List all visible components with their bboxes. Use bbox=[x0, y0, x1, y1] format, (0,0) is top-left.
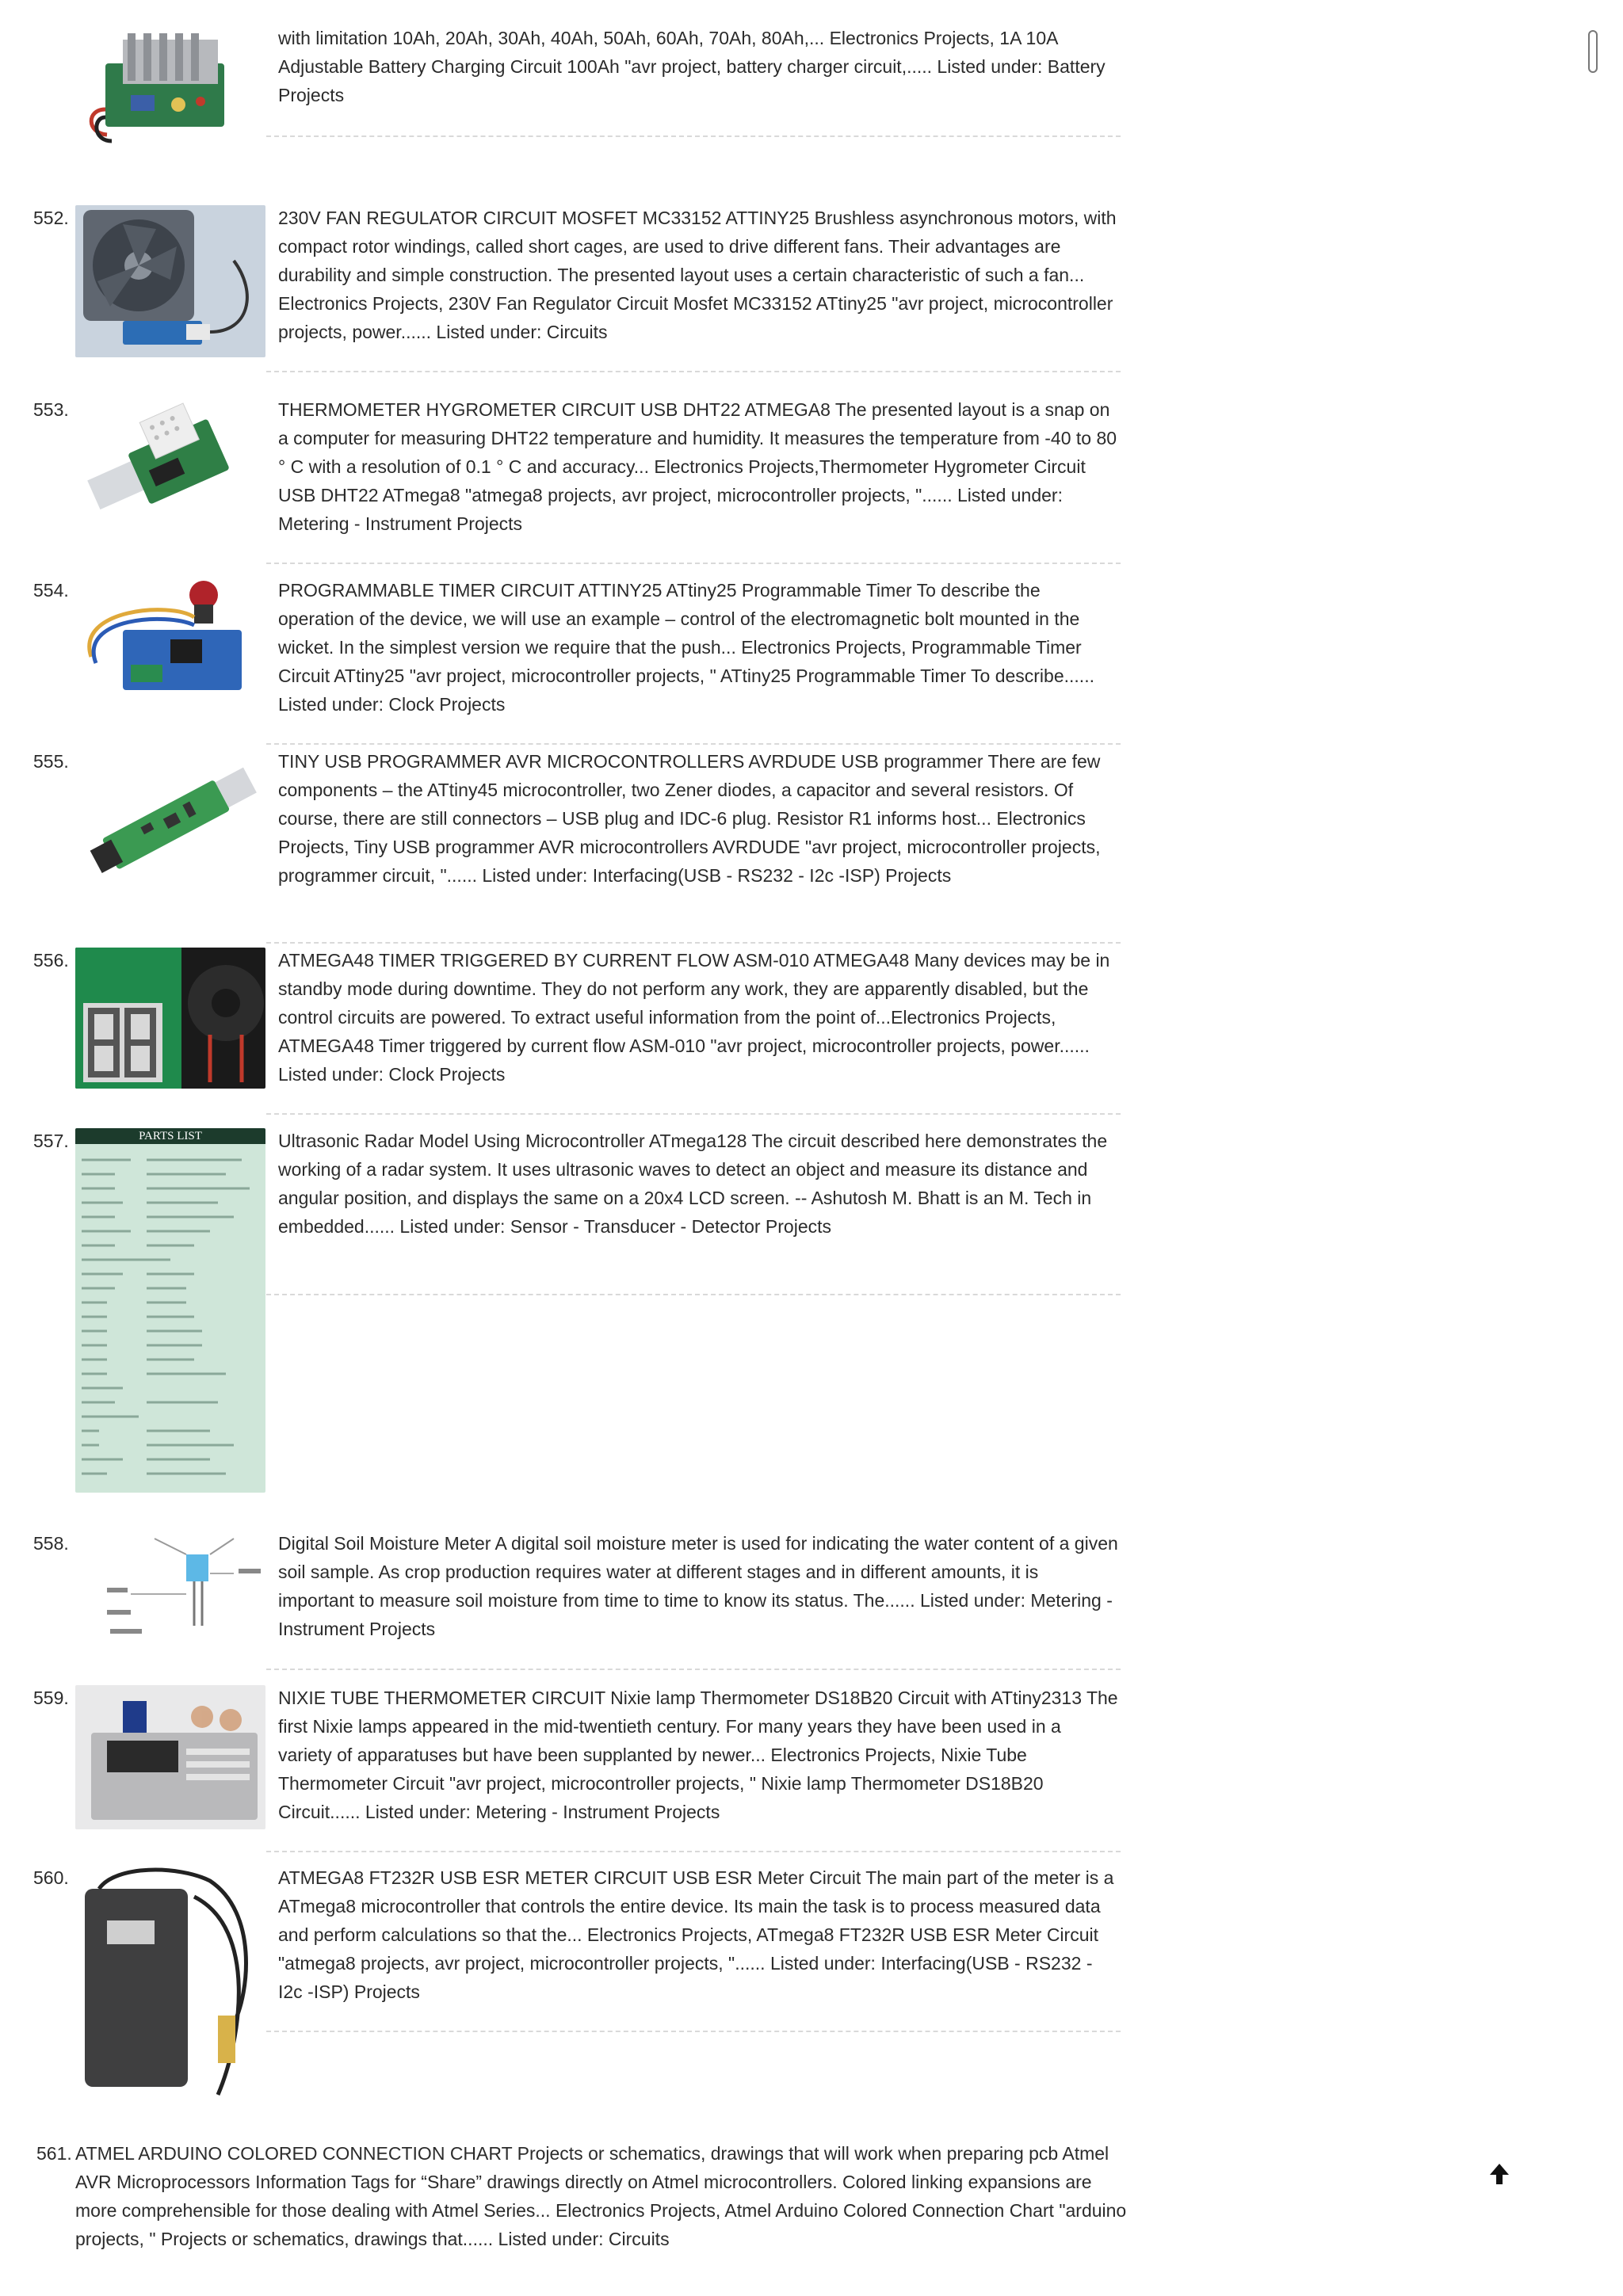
item-divider bbox=[266, 1851, 1121, 1852]
item-divider bbox=[266, 563, 1121, 564]
item-divider bbox=[266, 743, 1121, 745]
item-number: 558. bbox=[33, 1533, 69, 1554]
battery-charger-board-icon[interactable] bbox=[75, 22, 265, 149]
item-divider bbox=[266, 1669, 1121, 1670]
item-description: ATMEGA8 FT232R USB ESR METER CIRCUIT USB ESR Meter Circuit The main part of the meter is a ATmega8 microcontroller that controls the entire device. Its main the task is to process measured data and perform calculations so that the... Electronics Projects, ATmega8 FT232R USB ESR Meter Circuit "atmega8 projects, avr project, microcontroller projects, "...... Listed under: Interfacing(USB - RS232 - I2c -ISP) Projects bbox=[278, 1867, 1114, 2002]
cooling-fan-icon[interactable] bbox=[75, 205, 265, 357]
item-number: 559. bbox=[33, 1688, 69, 1708]
scrollbar-thumb-icon[interactable] bbox=[1588, 30, 1598, 73]
seven-segment-display-icon[interactable] bbox=[75, 948, 265, 1089]
item-description: 230V FAN REGULATOR CIRCUIT MOSFET MC33152 ATTINY25 Brushless asynchronous motors, with compact rotor windings, called short cages, are used to drive different fans. Their advantages are durability and simple construction. The presented layout uses a certain characteristic of such a fan... Electronics Projects, 230V Fan Regulator Circuit Mosfet MC33152 ATtiny25 "avr project, microcontroller projects, power...... Listed under: Circuits bbox=[278, 208, 1117, 342]
item-divider bbox=[266, 135, 1121, 137]
item-divider bbox=[266, 942, 1121, 944]
item-description: ATMEL ARDUINO COLORED CONNECTION CHART Projects or schematics, drawings that will work when preparing pcb Atmel AVR Microprocessors Information Tags for “Share” drawings directly on Atmel microcontrollers. Colored linking expansions are more comprehensible for those dealing with Atmel Series... Electronics Projects, Atmel Arduino Colored Connection Chart "arduino projects, " Projects or schematics, drawings that...... Listed under: Circuits bbox=[75, 2143, 1127, 2249]
item-description: NIXIE TUBE THERMOMETER CIRCUIT Nixie lamp Thermometer DS18B20 Circuit with ATtiny2313 The first Nixie lamps appeared in the mid-twentieth century. For many years they have been used in a variety of apparatuses but have been supplanted by newer... Electronics Projects, Nixie Tube Thermometer Circuit "avr project, microcontroller projects, " Nixie lamp Thermometer DS18B20 Circuit...... Listed under: Metering - Instrument Projects bbox=[278, 1688, 1118, 1822]
back-to-top-button[interactable] bbox=[1484, 2158, 1515, 2190]
usb-sensor-board-icon[interactable] bbox=[75, 399, 265, 546]
item-divider bbox=[266, 371, 1121, 372]
arrow-up-icon bbox=[1488, 2162, 1510, 2186]
item-description: TINY USB PROGRAMMER AVR MICROCONTROLLERS AVRDUDE USB programmer There are few components – the ATtiny45 microcontroller, two Zener diodes, a capacitor and several resistors. Of course, there are still connectors – USB plug and IDC-6 plug. Resistor R1 informs host... Electronics Projects, Tiny USB programmer AVR microcontrollers AVRDUDE "avr project, microcontroller projects, programmer circuit, "...... Listed under: Interfacing(USB - RS232 - I2c -ISP) Projects bbox=[278, 751, 1101, 886]
item-number: 556. bbox=[33, 950, 69, 971]
item-number: 557. bbox=[33, 1131, 69, 1151]
usb-programmer-icon[interactable] bbox=[75, 749, 265, 883]
esr-meter-icon[interactable] bbox=[75, 1865, 265, 2103]
item-divider bbox=[266, 1294, 1121, 1295]
item-description: with limitation 10Ah, 20Ah, 30Ah, 40Ah, 50Ah, 60Ah, 70Ah, 80Ah,... Electronics Projects, 1A 10A Adjustable Battery Charging Circuit 100Ah "avr project, battery charger circuit,..... Listed under: Battery Projects bbox=[278, 28, 1106, 105]
item-number: 553. bbox=[33, 399, 69, 420]
parts-list-caption: PARTS LIST bbox=[75, 1128, 265, 1144]
item-divider bbox=[266, 2031, 1121, 2032]
item-number: 552. bbox=[33, 208, 69, 228]
parts-list-icon[interactable] bbox=[75, 1128, 265, 1493]
item-description: Ultrasonic Radar Model Using Microcontroller ATmega128 The circuit described here demonstrates the working of a radar system. It uses ultrasonic waves to detect an object and measure its distance and angular position, and displays the same on a 20x4 LCD screen. -- Ashutosh M. Bhatt is an M. Tech in embedded...... Listed under: Sensor - Transducer - Detector Projects bbox=[278, 1131, 1108, 1237]
timer-board-icon[interactable] bbox=[75, 578, 265, 701]
item-description: Digital Soil Moisture Meter A digital soil moisture meter is used for indicating the water content of a given soil sample. As crop production requires water at different stages and in different amounts, it is important to measure soil moisture from time to time to know its status. The...... Listed under: Metering - Instrument Projects bbox=[278, 1533, 1118, 1639]
item-description: ATMEGA48 TIMER TRIGGERED BY CURRENT FLOW ASM-010 ATMEGA48 Many devices may be in standby mode during downtime. They do not perform any work, they are apparently disabled, but the control circuits are powered. To extract useful information from the point of...Electronics Projects, ATMEGA48 Timer triggered by current flow ASM-010 "avr project, microcontroller projects, power...... Listed under: Clock Projects bbox=[278, 950, 1110, 1085]
nixie-board-icon[interactable] bbox=[75, 1685, 265, 1829]
item-description: PROGRAMMABLE TIMER CIRCUIT ATTINY25 ATtiny25 Programmable Timer To describe the operation of the device, we will use an example – control of the electromagnetic bolt mounted in the wicket. In the simplest version we require that the push... Electronics Projects, Programmable Timer Circuit ATtiny25 "avr project, microcontroller projects, " ATtiny25 Programmable Timer To describe...... Listed under: Clock Projects bbox=[278, 580, 1094, 715]
item-number: 555. bbox=[33, 751, 69, 772]
item-description: THERMOMETER HYGROMETER CIRCUIT USB DHT22 ATMEGA8 The presented layout is a snap on a computer for measuring DHT22 temperature and humidity. It measures the temperature from -40 to 80 ° C with a resolution of 0.1 ° C and accuracy... Electronics Projects,Thermometer Hygrometer Circuit USB DHT22 ATmega8 "atmega8 projects, avr project, microcontroller projects, "...... Listed under: Metering - Instrument Projects bbox=[278, 399, 1117, 534]
soil-probe-diagram-icon[interactable] bbox=[75, 1531, 265, 1648]
item-number: 560. bbox=[33, 1867, 69, 1888]
item-number: 561. bbox=[36, 2143, 72, 2164]
item-number: 554. bbox=[33, 580, 69, 601]
item-divider bbox=[266, 1113, 1121, 1115]
